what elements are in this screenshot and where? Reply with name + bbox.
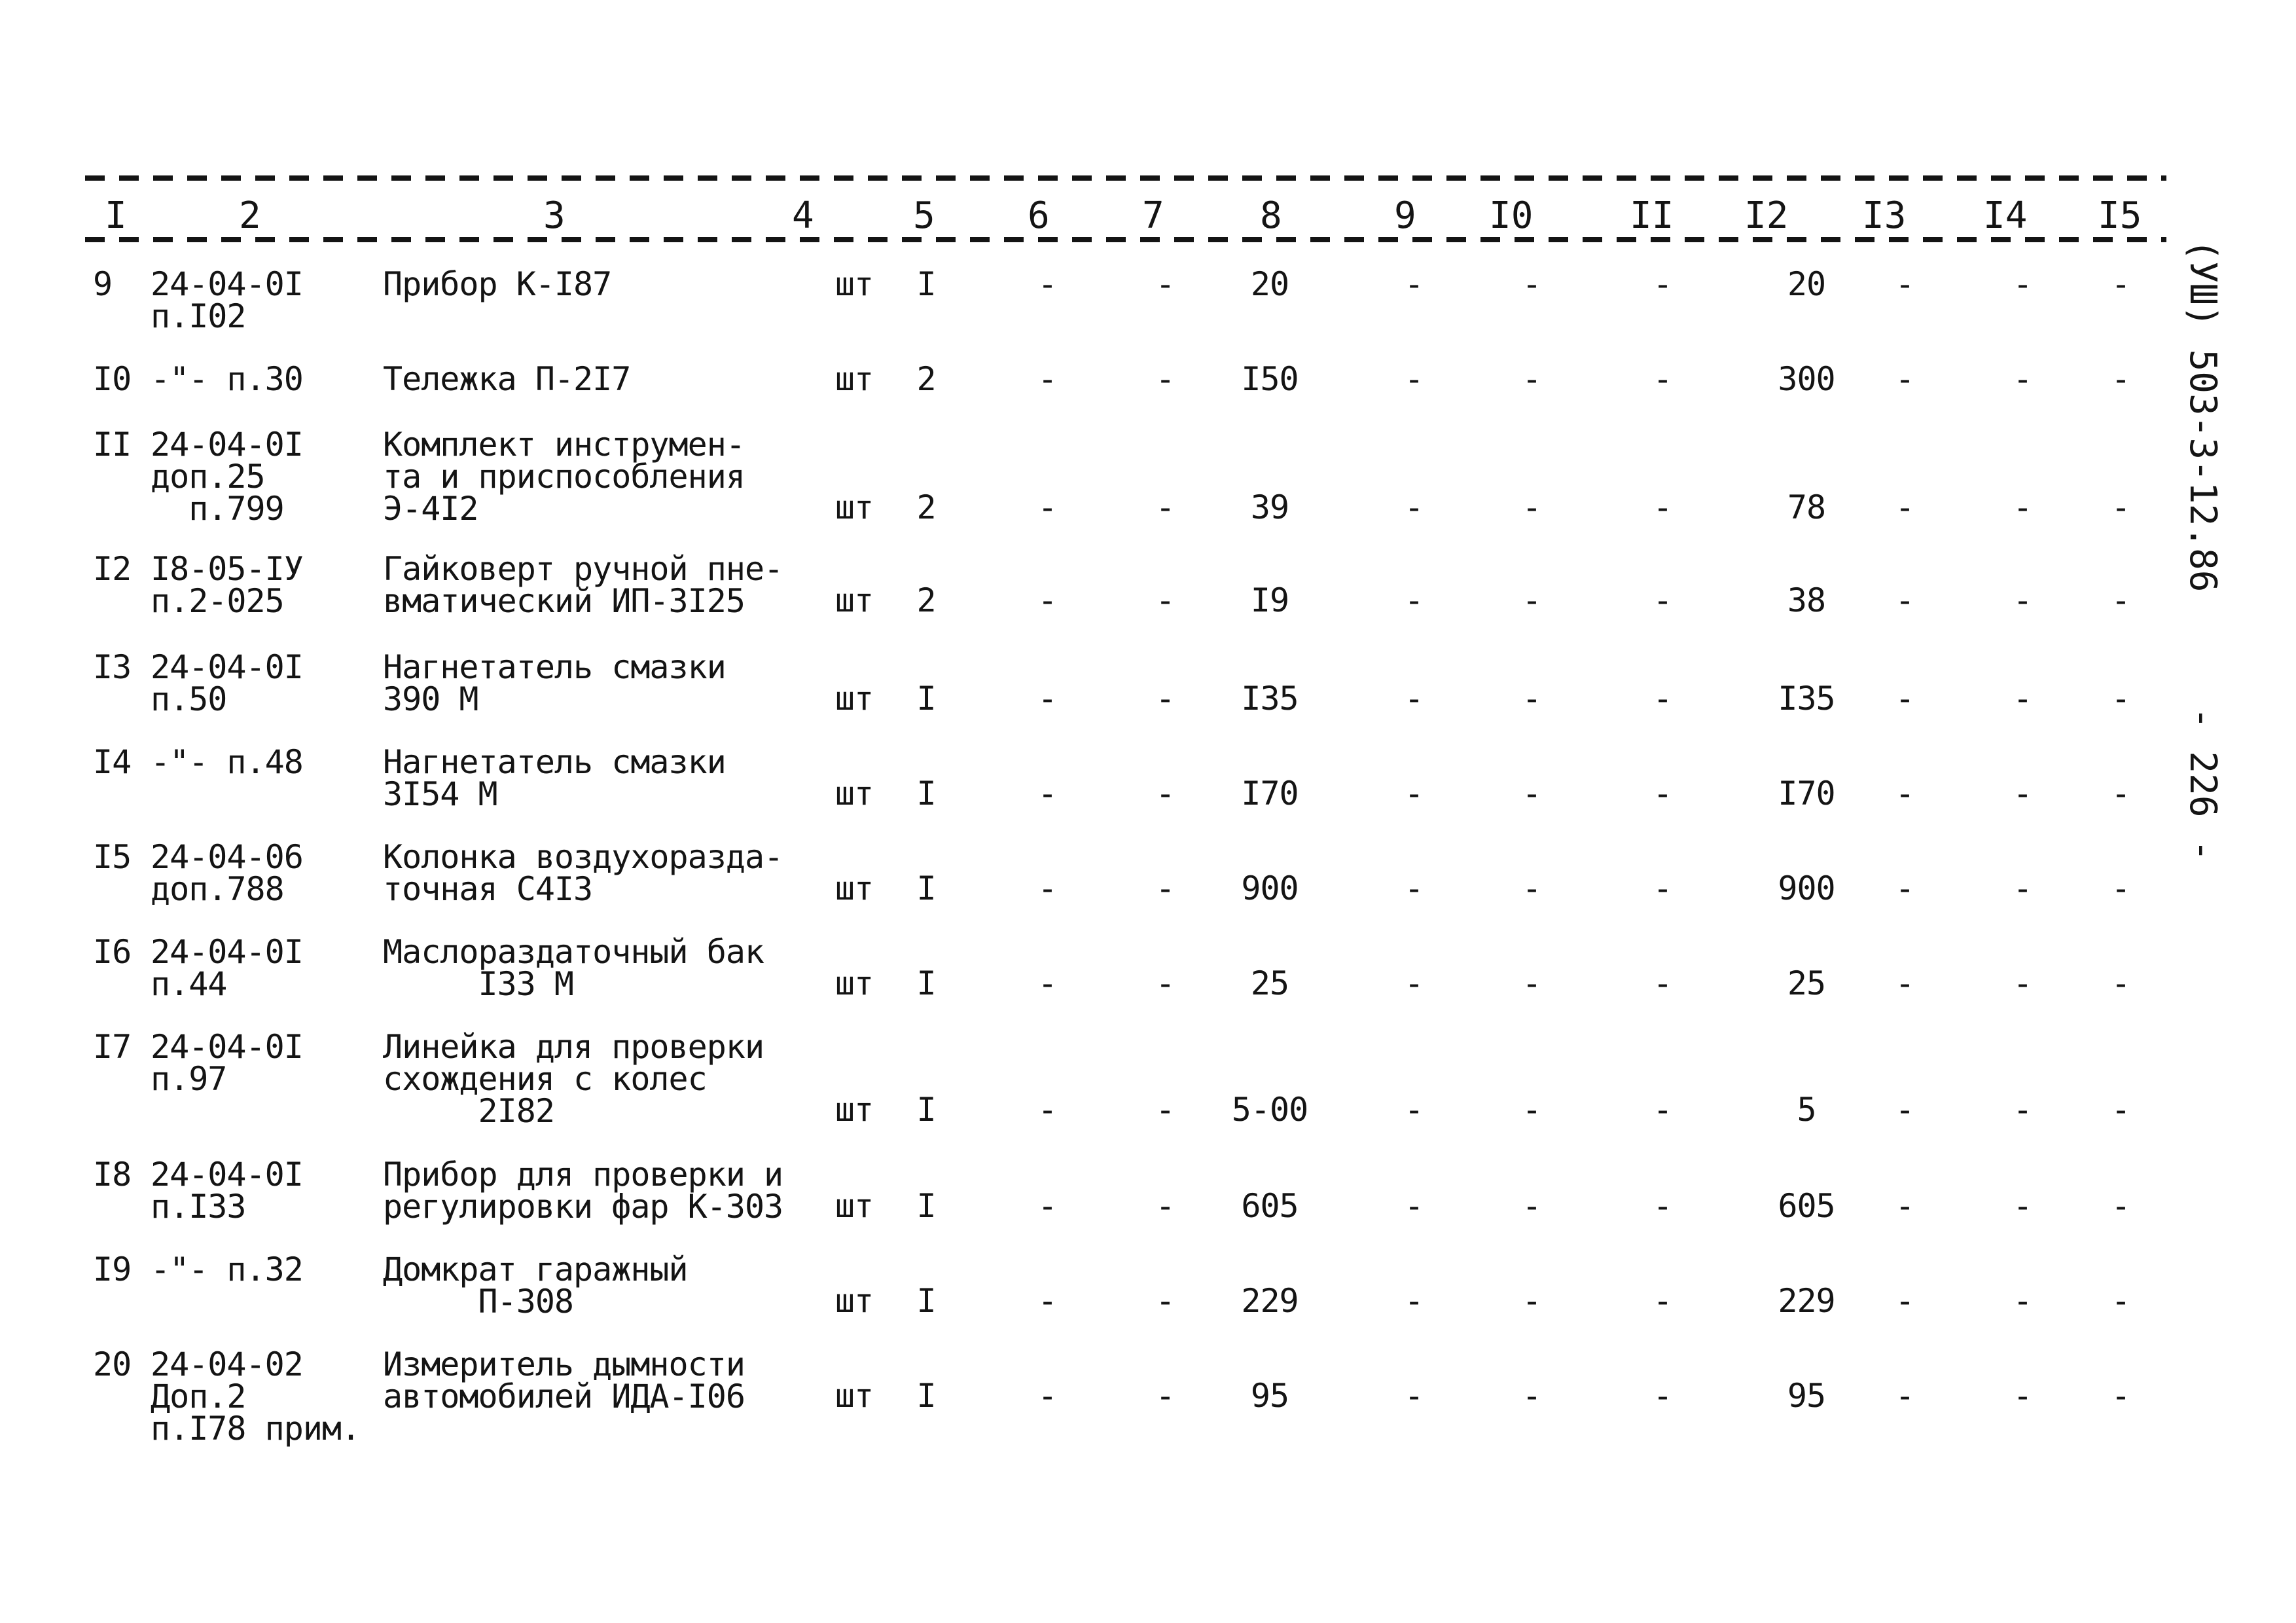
- row-col-11: -: [1653, 1377, 1672, 1415]
- row-price-ref: I8-05-IУ п.2-025: [151, 550, 303, 620]
- row-quantity: I: [916, 1091, 936, 1129]
- row-quantity: I: [916, 964, 936, 1002]
- row-col-6: -: [1037, 964, 1057, 1002]
- row-col-9: -: [1404, 360, 1424, 398]
- row-col-14: -: [2013, 869, 2032, 907]
- row-col-14: -: [2013, 775, 2032, 812]
- row-col-9: -: [1404, 265, 1424, 303]
- row-col-13: -: [1895, 775, 1914, 812]
- row-col-15: -: [2111, 1091, 2130, 1129]
- row-col-6: -: [1037, 1187, 1057, 1225]
- row-number: 20: [93, 1345, 132, 1383]
- row-col-10: -: [1522, 265, 1541, 303]
- row-unit: шт: [834, 360, 874, 398]
- column-header-8: 8: [1260, 194, 1282, 237]
- row-col-14: -: [2013, 488, 2032, 526]
- row-quantity: I: [916, 1282, 936, 1320]
- row-col-9: -: [1404, 1091, 1424, 1129]
- row-col-15: -: [2111, 1187, 2130, 1225]
- row-unit: шт: [834, 488, 874, 526]
- row-col-11: -: [1653, 360, 1672, 398]
- row-quantity: 2: [916, 581, 936, 619]
- row-col-13: -: [1895, 1377, 1914, 1415]
- row-quantity: I: [916, 775, 936, 812]
- column-header-3: 3: [543, 194, 565, 237]
- side-page-number: - 226 -: [2181, 707, 2224, 862]
- row-col-15: -: [2111, 581, 2130, 619]
- row-col-6: -: [1037, 1377, 1057, 1415]
- row-col-10: -: [1522, 680, 1541, 718]
- row-col-10: -: [1522, 1091, 1541, 1129]
- row-col-7: -: [1155, 488, 1175, 526]
- row-price-ref: 24-04-0I п.I33: [151, 1156, 303, 1226]
- row-quantity: I: [916, 869, 936, 907]
- row-col-15: -: [2111, 869, 2130, 907]
- row-quantity: I: [916, 265, 936, 303]
- row-col-8: I50: [1241, 360, 1299, 398]
- row-number: I8: [93, 1156, 132, 1194]
- column-header-10: I0: [1489, 194, 1534, 237]
- row-item-name: Линейка для проверки схождения с колес 2I82: [383, 1028, 764, 1130]
- column-header-13: I3: [1862, 194, 1907, 237]
- row-col-9: -: [1404, 964, 1424, 1002]
- row-col-12: 605: [1778, 1187, 1835, 1225]
- row-col-12: I35: [1778, 680, 1835, 718]
- row-col-11: -: [1653, 964, 1672, 1002]
- row-col-7: -: [1155, 360, 1175, 398]
- row-col-6: -: [1037, 775, 1057, 812]
- row-unit: шт: [834, 1187, 874, 1225]
- row-col-7: -: [1155, 1377, 1175, 1415]
- row-number: I3: [93, 648, 132, 686]
- row-col-7: -: [1155, 964, 1175, 1002]
- row-col-6: -: [1037, 869, 1057, 907]
- row-col-8: 605: [1241, 1187, 1299, 1225]
- row-col-15: -: [2111, 964, 2130, 1002]
- row-item-name: Маслораздаточный бак I33 М: [383, 933, 764, 1003]
- row-col-11: -: [1653, 265, 1672, 303]
- row-col-8: 39: [1250, 488, 1289, 526]
- row-item-name: Колонка воздухоразда- точная С4I3: [383, 838, 783, 908]
- row-col-9: -: [1404, 1187, 1424, 1225]
- row-col-12: 900: [1778, 869, 1835, 907]
- row-col-6: -: [1037, 488, 1057, 526]
- row-col-14: -: [2013, 1091, 2032, 1129]
- row-col-8: 229: [1241, 1282, 1299, 1320]
- row-col-13: -: [1895, 265, 1914, 303]
- row-col-10: -: [1522, 488, 1541, 526]
- row-number: I2: [93, 550, 132, 588]
- row-col-7: -: [1155, 775, 1175, 812]
- row-col-10: -: [1522, 869, 1541, 907]
- row-price-ref: 24-04-0I п.97: [151, 1028, 303, 1098]
- row-col-8: I35: [1241, 680, 1299, 718]
- row-quantity: I: [916, 680, 936, 718]
- row-col-13: -: [1895, 360, 1914, 398]
- row-unit: шт: [834, 1091, 874, 1129]
- row-item-name: Измеритель дымности автомобилей ИДА-I06: [383, 1345, 745, 1415]
- row-col-6: -: [1037, 680, 1057, 718]
- row-col-8: 95: [1250, 1377, 1289, 1415]
- row-col-12: 78: [1787, 488, 1826, 526]
- row-quantity: I: [916, 1377, 936, 1415]
- row-col-11: -: [1653, 1282, 1672, 1320]
- row-number: I0: [93, 360, 132, 398]
- row-price-ref: -"- п.32: [151, 1250, 303, 1288]
- row-col-10: -: [1522, 775, 1541, 812]
- row-col-13: -: [1895, 964, 1914, 1002]
- row-col-7: -: [1155, 869, 1175, 907]
- row-col-14: -: [2013, 1377, 2032, 1415]
- row-col-14: -: [2013, 360, 2032, 398]
- row-col-15: -: [2111, 360, 2130, 398]
- row-col-14: -: [2013, 964, 2032, 1002]
- row-item-name: Нагнетатель смазки 3I54 М: [383, 743, 726, 813]
- row-unit: шт: [834, 964, 874, 1002]
- row-col-10: -: [1522, 1377, 1541, 1415]
- top-dashed-rule: [85, 175, 2166, 181]
- row-col-8: 900: [1241, 869, 1299, 907]
- row-item-name: Тележка П-2I7: [383, 360, 631, 398]
- row-col-11: -: [1653, 1091, 1672, 1129]
- row-price-ref: -"- п.48: [151, 743, 303, 781]
- row-col-6: -: [1037, 581, 1057, 619]
- row-col-8: 5-00: [1231, 1091, 1308, 1129]
- row-col-9: -: [1404, 1282, 1424, 1320]
- column-header-1: I: [105, 194, 127, 237]
- row-col-12: 300: [1778, 360, 1835, 398]
- row-col-10: -: [1522, 360, 1541, 398]
- row-item-name: Нагнетатель смазки 390 М: [383, 648, 726, 718]
- row-col-13: -: [1895, 1091, 1914, 1129]
- row-number: I9: [93, 1250, 132, 1288]
- row-item-name: Домкрат гаражный П-308: [383, 1250, 688, 1321]
- row-item-name: Гайковерт ручной пне- вматический ИП-3I25: [383, 550, 783, 620]
- row-col-10: -: [1522, 581, 1541, 619]
- row-col-9: -: [1404, 680, 1424, 718]
- row-quantity: I: [916, 1187, 936, 1225]
- row-col-13: -: [1895, 581, 1914, 619]
- row-col-14: -: [2013, 265, 2032, 303]
- row-col-6: -: [1037, 360, 1057, 398]
- row-unit: шт: [834, 1282, 874, 1320]
- row-col-12: 25: [1787, 964, 1826, 1002]
- row-col-15: -: [2111, 1282, 2130, 1320]
- row-col-15: -: [2111, 775, 2130, 812]
- row-number: II: [93, 426, 132, 464]
- row-col-7: -: [1155, 1282, 1175, 1320]
- row-col-12: 5: [1797, 1091, 1816, 1129]
- row-price-ref: -"- п.30: [151, 360, 303, 398]
- row-col-8: 25: [1250, 964, 1289, 1002]
- row-col-7: -: [1155, 1091, 1175, 1129]
- column-header-7: 7: [1142, 194, 1164, 237]
- row-col-6: -: [1037, 1282, 1057, 1320]
- row-quantity: 2: [916, 360, 936, 398]
- row-col-10: -: [1522, 1187, 1541, 1225]
- row-col-8: I9: [1250, 581, 1289, 619]
- row-col-12: 95: [1787, 1377, 1826, 1415]
- row-item-name: Комплект инструмен- та и приспособления Э-4I2: [383, 426, 745, 528]
- column-header-15: I5: [2098, 194, 2142, 237]
- row-col-7: -: [1155, 680, 1175, 718]
- row-col-15: -: [2111, 265, 2130, 303]
- row-col-11: -: [1653, 680, 1672, 718]
- row-col-6: -: [1037, 265, 1057, 303]
- column-header-14: I4: [1983, 194, 2028, 237]
- row-unit: шт: [834, 1377, 874, 1415]
- column-header-12: I2: [1744, 194, 1789, 237]
- row-col-14: -: [2013, 1187, 2032, 1225]
- column-header-2: 2: [239, 194, 261, 237]
- row-col-14: -: [2013, 581, 2032, 619]
- row-quantity: 2: [916, 488, 936, 526]
- row-col-12: 20: [1787, 265, 1826, 303]
- row-col-8: 20: [1250, 265, 1289, 303]
- row-col-8: I70: [1241, 775, 1299, 812]
- row-col-11: -: [1653, 1187, 1672, 1225]
- row-col-7: -: [1155, 581, 1175, 619]
- column-header-5: 5: [913, 194, 935, 237]
- row-col-9: -: [1404, 869, 1424, 907]
- row-col-13: -: [1895, 488, 1914, 526]
- row-col-9: -: [1404, 1377, 1424, 1415]
- row-price-ref: 24-04-06 доп.788: [151, 838, 303, 908]
- row-col-14: -: [2013, 1282, 2032, 1320]
- row-number: I4: [93, 743, 132, 781]
- row-unit: шт: [834, 680, 874, 718]
- row-col-7: -: [1155, 1187, 1175, 1225]
- row-col-15: -: [2111, 680, 2130, 718]
- row-col-13: -: [1895, 1282, 1914, 1320]
- row-price-ref: 24-04-0I п.50: [151, 648, 303, 718]
- row-col-11: -: [1653, 488, 1672, 526]
- row-col-12: 229: [1778, 1282, 1835, 1320]
- row-price-ref: 24-04-02 Доп.2 п.I78 прим.: [151, 1345, 361, 1448]
- row-col-14: -: [2013, 680, 2032, 718]
- row-col-7: -: [1155, 265, 1175, 303]
- row-col-12: 38: [1787, 581, 1826, 619]
- side-document-code: (УШ) 503-3-12.86: [2181, 239, 2224, 593]
- row-unit: шт: [834, 869, 874, 907]
- header-dashed-rule: [85, 237, 2166, 242]
- column-header-4: 4: [792, 194, 814, 237]
- row-col-9: -: [1404, 581, 1424, 619]
- row-number: I5: [93, 838, 132, 876]
- row-number: I6: [93, 933, 132, 971]
- row-col-11: -: [1653, 869, 1672, 907]
- row-col-15: -: [2111, 1377, 2130, 1415]
- row-col-10: -: [1522, 964, 1541, 1002]
- row-price-ref: 24-04-0I п.I02: [151, 265, 303, 335]
- row-number: I7: [93, 1028, 132, 1066]
- row-col-13: -: [1895, 1187, 1914, 1225]
- row-col-13: -: [1895, 680, 1914, 718]
- row-col-9: -: [1404, 775, 1424, 812]
- row-col-15: -: [2111, 488, 2130, 526]
- row-col-11: -: [1653, 581, 1672, 619]
- row-price-ref: 24-04-0I п.44: [151, 933, 303, 1003]
- row-unit: шт: [834, 265, 874, 303]
- row-col-10: -: [1522, 1282, 1541, 1320]
- row-col-13: -: [1895, 869, 1914, 907]
- row-item-name: Прибор для проверки и регулировки фар К-303: [383, 1156, 783, 1226]
- column-header-9: 9: [1394, 194, 1416, 237]
- row-item-name: Прибор К-I87: [383, 265, 612, 303]
- row-col-9: -: [1404, 488, 1424, 526]
- column-header-11: II: [1630, 194, 1674, 237]
- row-price-ref: 24-04-0I доп.25 п.799: [151, 426, 303, 528]
- row-unit: шт: [834, 581, 874, 619]
- row-col-11: -: [1653, 775, 1672, 812]
- row-col-12: I70: [1778, 775, 1835, 812]
- row-col-6: -: [1037, 1091, 1057, 1129]
- row-number: 9: [93, 265, 113, 303]
- column-header-6: 6: [1028, 194, 1050, 237]
- row-unit: шт: [834, 775, 874, 812]
